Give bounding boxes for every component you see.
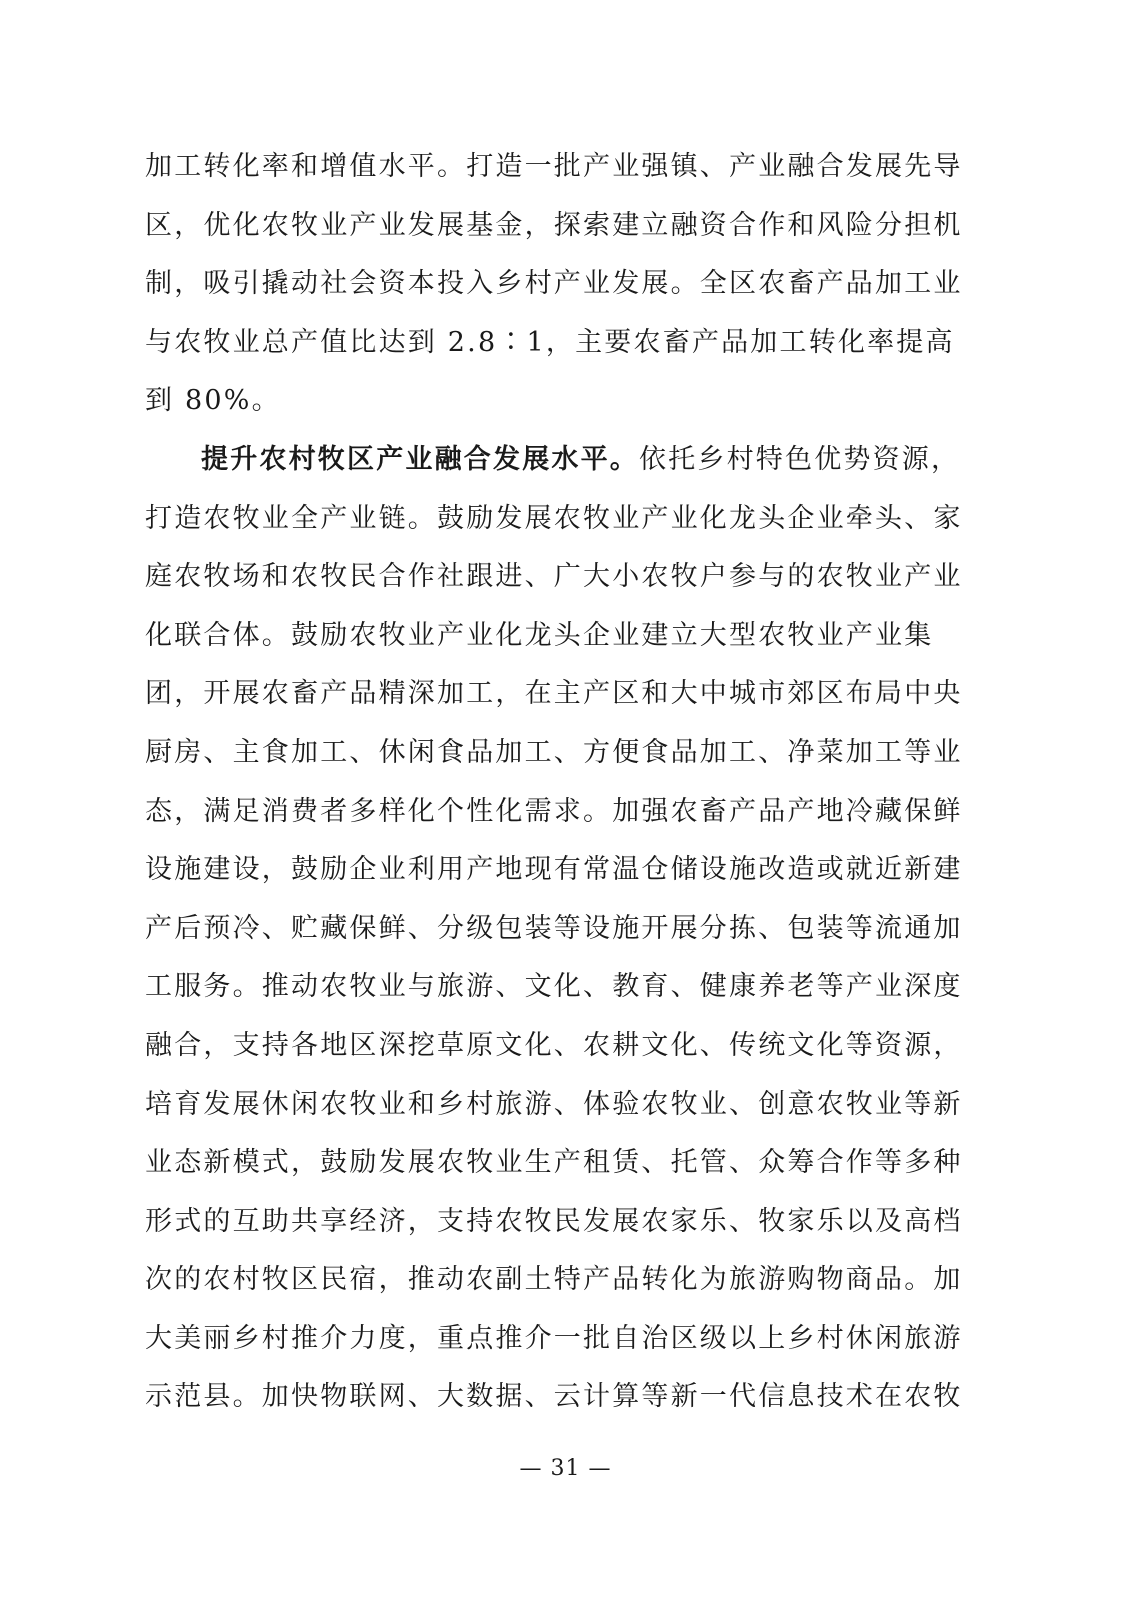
text-line-first <box>145 431 975 490</box>
text-line: 加工转化率和增值水平。打造一批产业强镇、产业融合发展先导 <box>145 151 963 182</box>
text-line: 态，满足消费者多样化个性化需求。加强农畜产品产地冷藏保鲜 <box>145 795 963 827</box>
text-line: 庭农牧场和农牧民合作社跟进、广大小农牧户参与的农牧业产业 <box>145 561 963 593</box>
page-number: — 31 — <box>519 1456 612 1481</box>
text-line: 区，优化农牧业产业发展基金，探索建立融资合作和风险分担机 <box>145 209 963 241</box>
body-text <box>145 138 975 1427</box>
text-line: 设施建设，鼓励企业利用产地现有常温仓储设施改造或就近新建 <box>145 854 963 886</box>
paragraph-industry-integration <box>145 431 975 1427</box>
text-line: 形式的互助共享经济，支持农牧民发展农家乐、牧家乐以及高档 <box>145 1205 963 1237</box>
text-line: 与农牧业总产值比达到 2.8∶1，主要农畜产品加工转化率提高 <box>145 326 955 358</box>
text-line: 业态新模式，鼓励发展农牧业生产租赁、托管、众筹合作等多种 <box>145 1147 963 1179</box>
text-line: 次的农村牧区民宿，推动农副土特产品转化为旅游购物商品。加 <box>145 1264 963 1296</box>
text-line: 培育发展休闲农牧业和乡村旅游、体验农牧业、创意农牧业等新 <box>145 1088 963 1120</box>
text-line: 到 80%。 <box>145 385 281 417</box>
text-line: 大美丽乡村推介力度，重点推介一批自治区级以上乡村休闲旅游 <box>145 1322 963 1354</box>
text-line: 示范县。加快物联网、大数据、云计算等新一代信息技术在农牧 <box>145 1381 963 1413</box>
text-line: 制，吸引撬动社会资本投入乡村产业发展。全区农畜产品加工业 <box>145 268 963 300</box>
text-line: 打造农牧业全产业链。鼓励发展农牧业产业化龙头企业牵头、家 <box>145 502 963 534</box>
text-line: 化联合体。鼓励农牧业产业化龙头企业建立大型农牧业产业集 <box>145 619 934 651</box>
text-line: 厨房、主食加工、休闲食品加工、方便食品加工、净菜加工等业 <box>145 736 963 768</box>
text-line: 工服务。推动农牧业与旅游、文化、教育、健康养老等产业深度 <box>145 971 963 1003</box>
paragraph-lead-rest: 依托乡村特色优势资源， <box>639 443 961 475</box>
text-line: 产后预冷、贮藏保鲜、分级包装等设施开展分拣、包装等流通加 <box>145 912 963 944</box>
paragraph-lead-heading: 提升农村牧区产业融合发展水平。 <box>201 443 639 475</box>
paragraph-processing-conversion <box>145 138 975 431</box>
text-line: 融合，支持各地区深挖草原文化、农耕文化、传统文化等资源， <box>145 1029 963 1061</box>
text-line: 团，开展农畜产品精深加工，在主产区和大中城市郊区布局中央 <box>145 678 963 710</box>
